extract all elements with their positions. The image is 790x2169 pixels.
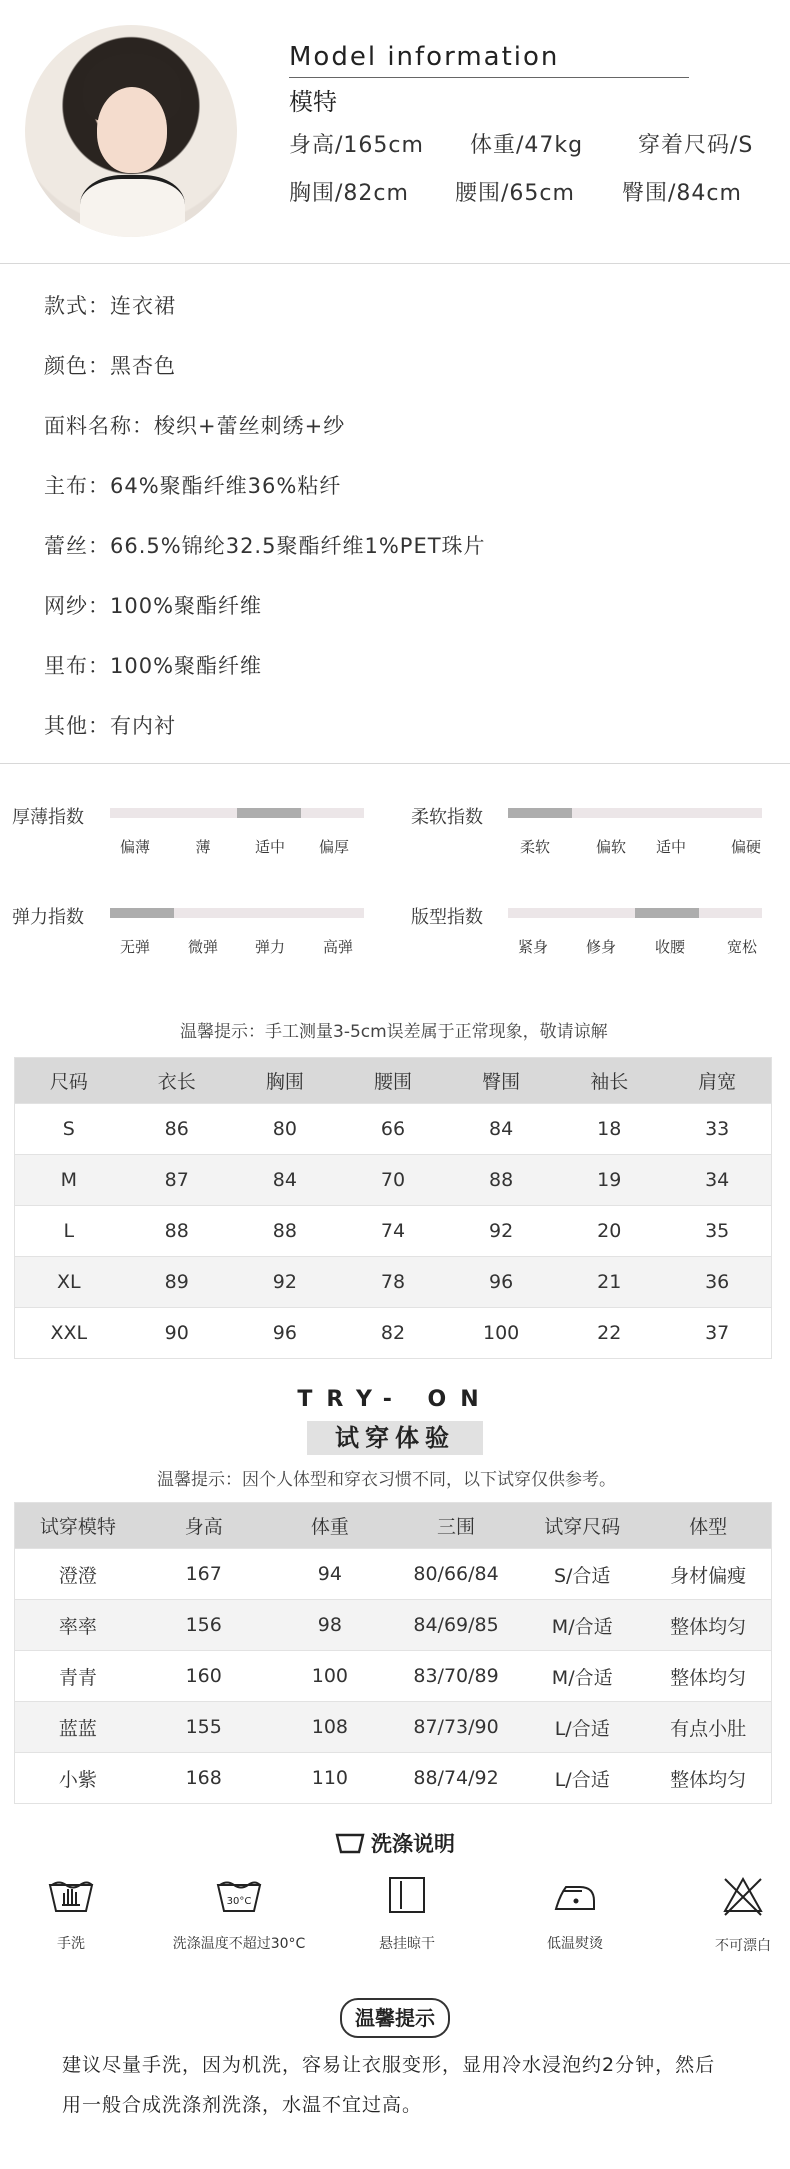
table-cell: 167 (141, 1549, 267, 1600)
table-cell: 青青 (15, 1651, 141, 1702)
size-note: 温馨提示：手工测量3-5cm误差属于正常现象，敬请谅解 (180, 1022, 608, 1042)
table-cell: 84/69/85 (393, 1600, 519, 1651)
table-cell: 身材偏瘦 (645, 1549, 771, 1600)
tryon-table-header-cell: 体型 (645, 1503, 771, 1549)
size-table-header-cell: 衣长 (123, 1058, 231, 1104)
tryon-table-header-cell: 试穿模特 (15, 1503, 141, 1549)
table-cell: 100 (267, 1651, 393, 1702)
table-cell: 蓝蓝 (15, 1702, 141, 1753)
hang-dry-icon (387, 1875, 427, 1915)
index-fill-thickness (237, 808, 301, 818)
size-table-header-cell: 尺码 (15, 1058, 123, 1104)
index-tick: 偏软 (595, 838, 627, 856)
table-cell: S/合适 (519, 1549, 645, 1600)
table-cell: 87/73/90 (393, 1702, 519, 1753)
index-label-thickness: 厚薄指数 (12, 807, 84, 828)
table-cell: 整体均匀 (645, 1600, 771, 1651)
model-bust: 胸围/82cm (289, 181, 409, 206)
model-height: 身高/165cm (289, 133, 424, 158)
index-tick: 无弹 (119, 938, 151, 956)
wash-item-hand-wash (0, 1875, 146, 1953)
model-hip: 臀围/84cm (622, 181, 742, 206)
detail-lining: 里布：100%聚酯纤维 (44, 654, 263, 678)
tryon-title-cn: 试穿体验 (307, 1421, 483, 1455)
index-tick: 适中 (655, 838, 687, 856)
wash-temp-text: 30°C (226, 1896, 252, 1907)
table-cell: 率率 (15, 1600, 141, 1651)
wash-item-no-bleach (668, 1875, 790, 1955)
table-cell: 88/74/92 (393, 1753, 519, 1804)
table-cell: 94 (267, 1549, 393, 1600)
tryon-note: 温馨提示：因个人体型和穿衣习惯不同，以下试穿仅供参考。 (157, 1470, 616, 1490)
no-bleach-icon (721, 1875, 765, 1917)
table-cell: 20 (555, 1206, 663, 1257)
index-tick: 偏薄 (119, 838, 151, 856)
table-cell: 88 (447, 1155, 555, 1206)
index-fill-elasticity (110, 908, 174, 918)
table-cell: 22 (555, 1308, 663, 1359)
table-cell: S (15, 1104, 123, 1155)
size-table-header-cell: 臀围 (447, 1058, 555, 1104)
model-photo (25, 25, 237, 237)
table-cell: 92 (447, 1206, 555, 1257)
table-cell: 33 (663, 1104, 771, 1155)
detail-style: 款式：连衣裙 (44, 294, 176, 318)
index-tick: 高弹 (322, 938, 354, 956)
size-table-row (15, 1206, 772, 1257)
table-cell: 156 (141, 1600, 267, 1651)
table-cell: 有点小肚 (645, 1702, 771, 1753)
wash-label: 低温熨烫 (547, 1936, 603, 1952)
tryon-table-header-cell: 身高 (141, 1503, 267, 1549)
table-cell: 36 (663, 1257, 771, 1308)
detail-lace: 蕾丝：66.5%锦纶32.5聚酯纤维1%PET珠片 (44, 534, 486, 558)
hand-wash-icon (48, 1875, 94, 1915)
table-cell: 84 (447, 1104, 555, 1155)
size-table-row (15, 1308, 772, 1359)
table-cell: 88 (123, 1206, 231, 1257)
index-label-elasticity: 弹力指数 (12, 907, 84, 928)
table-cell: 34 (663, 1155, 771, 1206)
index-tick: 宽松 (726, 938, 758, 956)
tip-badge: 温馨提示 (340, 1998, 450, 2038)
index-tick: 收腰 (654, 938, 686, 956)
table-cell: 80/66/84 (393, 1549, 519, 1600)
wash-title-row (0, 1828, 790, 1858)
index-tick: 适中 (254, 838, 286, 856)
table-cell: 155 (141, 1702, 267, 1753)
tryon-table-header-cell: 试穿尺码 (519, 1503, 645, 1549)
table-cell: 37 (663, 1308, 771, 1359)
wash-label: 洗涤温度不超过30°C (172, 1936, 306, 1952)
wash-title: 洗涤说明 (371, 1832, 455, 1856)
wash-item-hang-dry (332, 1875, 482, 1953)
tryon-table (14, 1502, 772, 1804)
wash-item-low-iron (500, 1875, 650, 1953)
table-cell: 18 (555, 1104, 663, 1155)
table-cell: 89 (123, 1257, 231, 1308)
index-bar-thickness (110, 808, 364, 818)
table-cell: M/合适 (519, 1600, 645, 1651)
size-table-row (15, 1104, 772, 1155)
table-cell: L/合适 (519, 1753, 645, 1804)
tryon-table-header (15, 1503, 772, 1549)
table-cell: 83/70/89 (393, 1651, 519, 1702)
index-tick: 薄 (195, 838, 211, 856)
table-cell: XL (15, 1257, 123, 1308)
table-cell: 88 (231, 1206, 339, 1257)
index-bar-elasticity (110, 908, 364, 918)
tip-line-1: 建议尽量手洗，因为机洗，容易让衣服变形，显用冷水浸泡约2分钟，然后 (62, 2054, 716, 2076)
tryon-table-row (15, 1600, 772, 1651)
table-cell: 82 (339, 1308, 447, 1359)
tryon-table-row (15, 1702, 772, 1753)
table-cell: 21 (555, 1257, 663, 1308)
size-table-header-cell: 腰围 (339, 1058, 447, 1104)
size-table-header-cell: 肩宽 (663, 1058, 771, 1104)
table-cell: 整体均匀 (645, 1753, 771, 1804)
index-fill-fit (635, 908, 699, 918)
table-cell: 160 (141, 1651, 267, 1702)
table-cell: 澄澄 (15, 1549, 141, 1600)
table-cell: 整体均匀 (645, 1651, 771, 1702)
table-cell: 90 (123, 1308, 231, 1359)
table-cell: 80 (231, 1104, 339, 1155)
detail-main-fabric: 主布：64%聚酯纤维36%粘纤 (44, 474, 342, 498)
index-bar-softness (508, 808, 762, 818)
size-table (14, 1057, 772, 1359)
table-cell: 92 (231, 1257, 339, 1308)
table-cell: 86 (123, 1104, 231, 1155)
size-table-row (15, 1155, 772, 1206)
wash-label: 手洗 (57, 1936, 85, 1952)
size-table-row (15, 1257, 772, 1308)
size-table-header-cell: 胸围 (231, 1058, 339, 1104)
index-tick: 柔软 (519, 838, 551, 856)
index-label-softness: 柔软指数 (411, 807, 483, 828)
model-info-subtitle: 模特 (289, 88, 337, 116)
table-cell: L (15, 1206, 123, 1257)
table-cell: 98 (267, 1600, 393, 1651)
index-fill-softness (508, 808, 572, 818)
index-tick: 弹力 (254, 938, 286, 956)
table-cell: 84 (231, 1155, 339, 1206)
detail-other: 其他：有内衬 (44, 714, 176, 738)
size-table-header (15, 1058, 772, 1104)
table-cell: M (15, 1155, 123, 1206)
wash-tub-icon (335, 1832, 365, 1854)
table-cell: 19 (555, 1155, 663, 1206)
table-cell: 35 (663, 1206, 771, 1257)
wash-label: 不可漂白 (715, 1938, 771, 1954)
table-cell: M/合适 (519, 1651, 645, 1702)
table-cell: 108 (267, 1702, 393, 1753)
wash-30-icon (216, 1875, 262, 1915)
model-waist: 腰围/65cm (455, 181, 575, 206)
model-size: 穿着尺码/S (638, 133, 754, 158)
title-divider (289, 77, 689, 78)
table-cell: 87 (123, 1155, 231, 1206)
section-divider (0, 763, 790, 764)
detail-color: 颜色：黑杏色 (44, 354, 176, 378)
index-tick: 偏厚 (318, 838, 350, 856)
table-cell: 100 (447, 1308, 555, 1359)
index-tick: 微弹 (187, 938, 219, 956)
tryon-table-body (15, 1549, 772, 1804)
model-info-title: Model information (289, 42, 560, 72)
model-weight: 体重/47kg (470, 133, 584, 158)
table-cell: L/合适 (519, 1702, 645, 1753)
tryon-table-row (15, 1651, 772, 1702)
size-table-body (15, 1104, 772, 1359)
table-cell: 70 (339, 1155, 447, 1206)
model-info-section (0, 0, 790, 265)
section-divider (0, 263, 790, 264)
tryon-table-header-cell: 体重 (267, 1503, 393, 1549)
detail-mesh: 网纱：100%聚酯纤维 (44, 594, 263, 618)
table-cell: XXL (15, 1308, 123, 1359)
table-cell: 66 (339, 1104, 447, 1155)
index-label-fit: 版型指数 (411, 907, 483, 928)
tryon-title-en: TRY- ON (297, 1387, 493, 1412)
table-cell: 74 (339, 1206, 447, 1257)
table-cell: 78 (339, 1257, 447, 1308)
wash-label: 悬挂晾干 (379, 1936, 435, 1952)
tip-line-2: 用一般合成洗涤剂洗涤，水温不宜过高。 (62, 2094, 423, 2116)
tryon-table-row (15, 1753, 772, 1804)
tryon-table-header-cell: 三围 (393, 1503, 519, 1549)
table-cell: 110 (267, 1753, 393, 1804)
index-tick: 修身 (585, 938, 617, 956)
table-cell: 96 (447, 1257, 555, 1308)
table-cell: 小紫 (15, 1753, 141, 1804)
table-cell: 96 (231, 1308, 339, 1359)
index-tick: 紧身 (517, 938, 549, 956)
size-table-header-cell: 袖长 (555, 1058, 663, 1104)
detail-fabric: 面料名称：梭织+蕾丝刺绣+纱 (44, 414, 346, 438)
index-tick: 偏硬 (730, 838, 762, 856)
wash-item-temperature (164, 1875, 314, 1953)
table-cell: 168 (141, 1753, 267, 1804)
tryon-table-row (15, 1549, 772, 1600)
index-bar-fit (508, 908, 762, 918)
low-iron-icon (552, 1875, 598, 1915)
